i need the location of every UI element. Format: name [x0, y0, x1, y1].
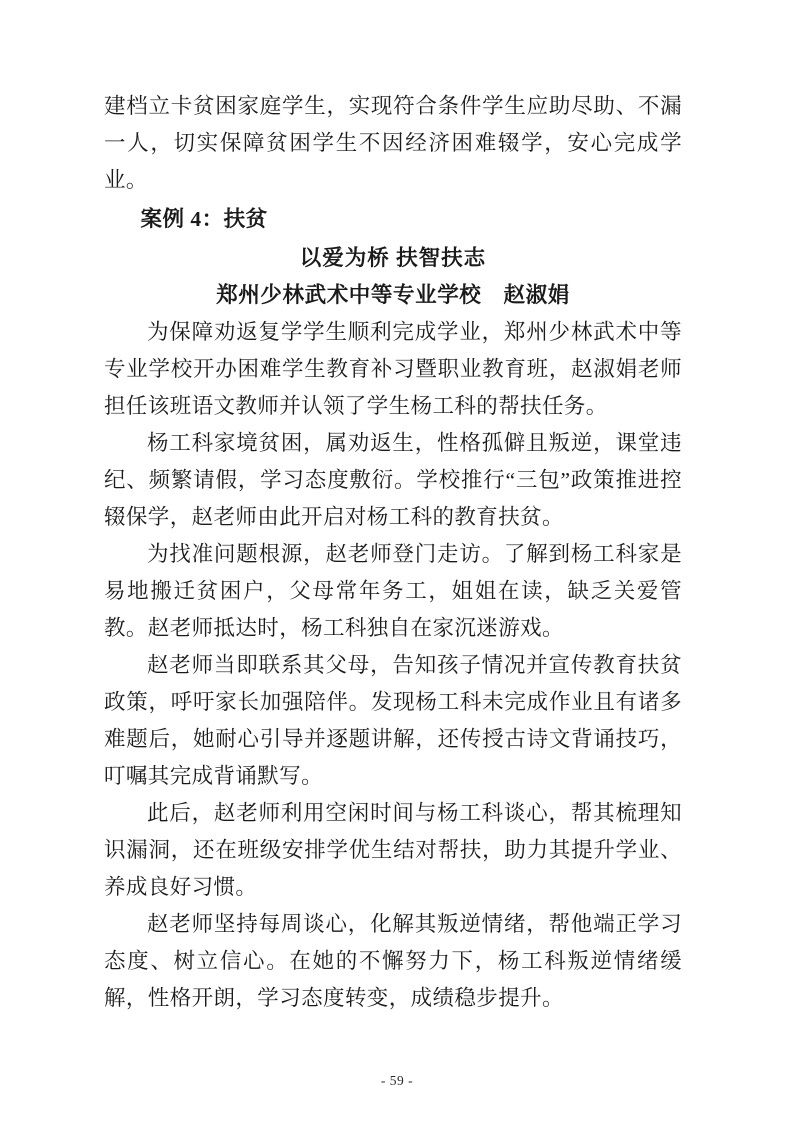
- paragraph-5: 此后，赵老师利用空闲时间与杨工科谈心，帮其梳理知识漏洞，还在班级安排学优生结对帮扶，助力其提升学业、养成良好习惯。: [104, 801, 682, 899]
- page-number: - 59 -: [380, 1073, 414, 1088]
- paragraph-6: 赵老师坚持每周谈心，化解其叛逆情绪，帮他端正学习态度、树立信心。在她的不懈努力下，杨工科叛逆情绪缓解，性格开朗，学习态度转变，成绩稳步提升。: [104, 912, 682, 1010]
- paragraph-3: 为找准问题根源，赵老师登门走访。了解到杨工科家是易地搬迁贫困户，父母常年务工，姐姐在读，缺乏关爱管教。赵老师抵达时，杨工科独自在家沉迷游戏。: [104, 542, 682, 640]
- case-heading: 案例 4：扶贫: [140, 207, 268, 231]
- paragraph-1: 为保障劝返复学学生顺利完成学业，郑州少林武术中等专业学校开办困难学生教育补习暨职业教育班，赵淑娟老师担任该班语文教师并认领了学生杨工科的帮扶任务。: [104, 320, 682, 418]
- paragraph-2: 杨工科家境贫困，属劝返生，性格孤僻且叛逆，课堂违纪、频繁请假，学习态度敷衍。学校推行“三包”政策推进控辍保学，赵老师由此开启对杨工科的教育扶贫。: [104, 431, 682, 529]
- paragraph-4: 赵老师当即联系其父母，告知孩子情况并宣传教育扶贫政策，呼吁家长加强陪伴。发现杨工科未完成作业且有诸多难题后，她耐心引导并逐题讲解，还传授古诗文背诵技巧，叮嘱其完成背诵默写。: [104, 653, 682, 788]
- article-title: 以爱为桥 扶智扶志: [299, 246, 487, 270]
- paragraph-continuation: 建档立卡贫困家庭学生，实现符合条件学生应助尽助、不漏一人，切实保障贫困学生不因经济困难辍学，安心完成学业。: [104, 94, 682, 192]
- article-byline: 郑州少林武术中等专业学校 赵淑娟: [216, 283, 570, 307]
- document-body: [104, 88, 682, 1017]
